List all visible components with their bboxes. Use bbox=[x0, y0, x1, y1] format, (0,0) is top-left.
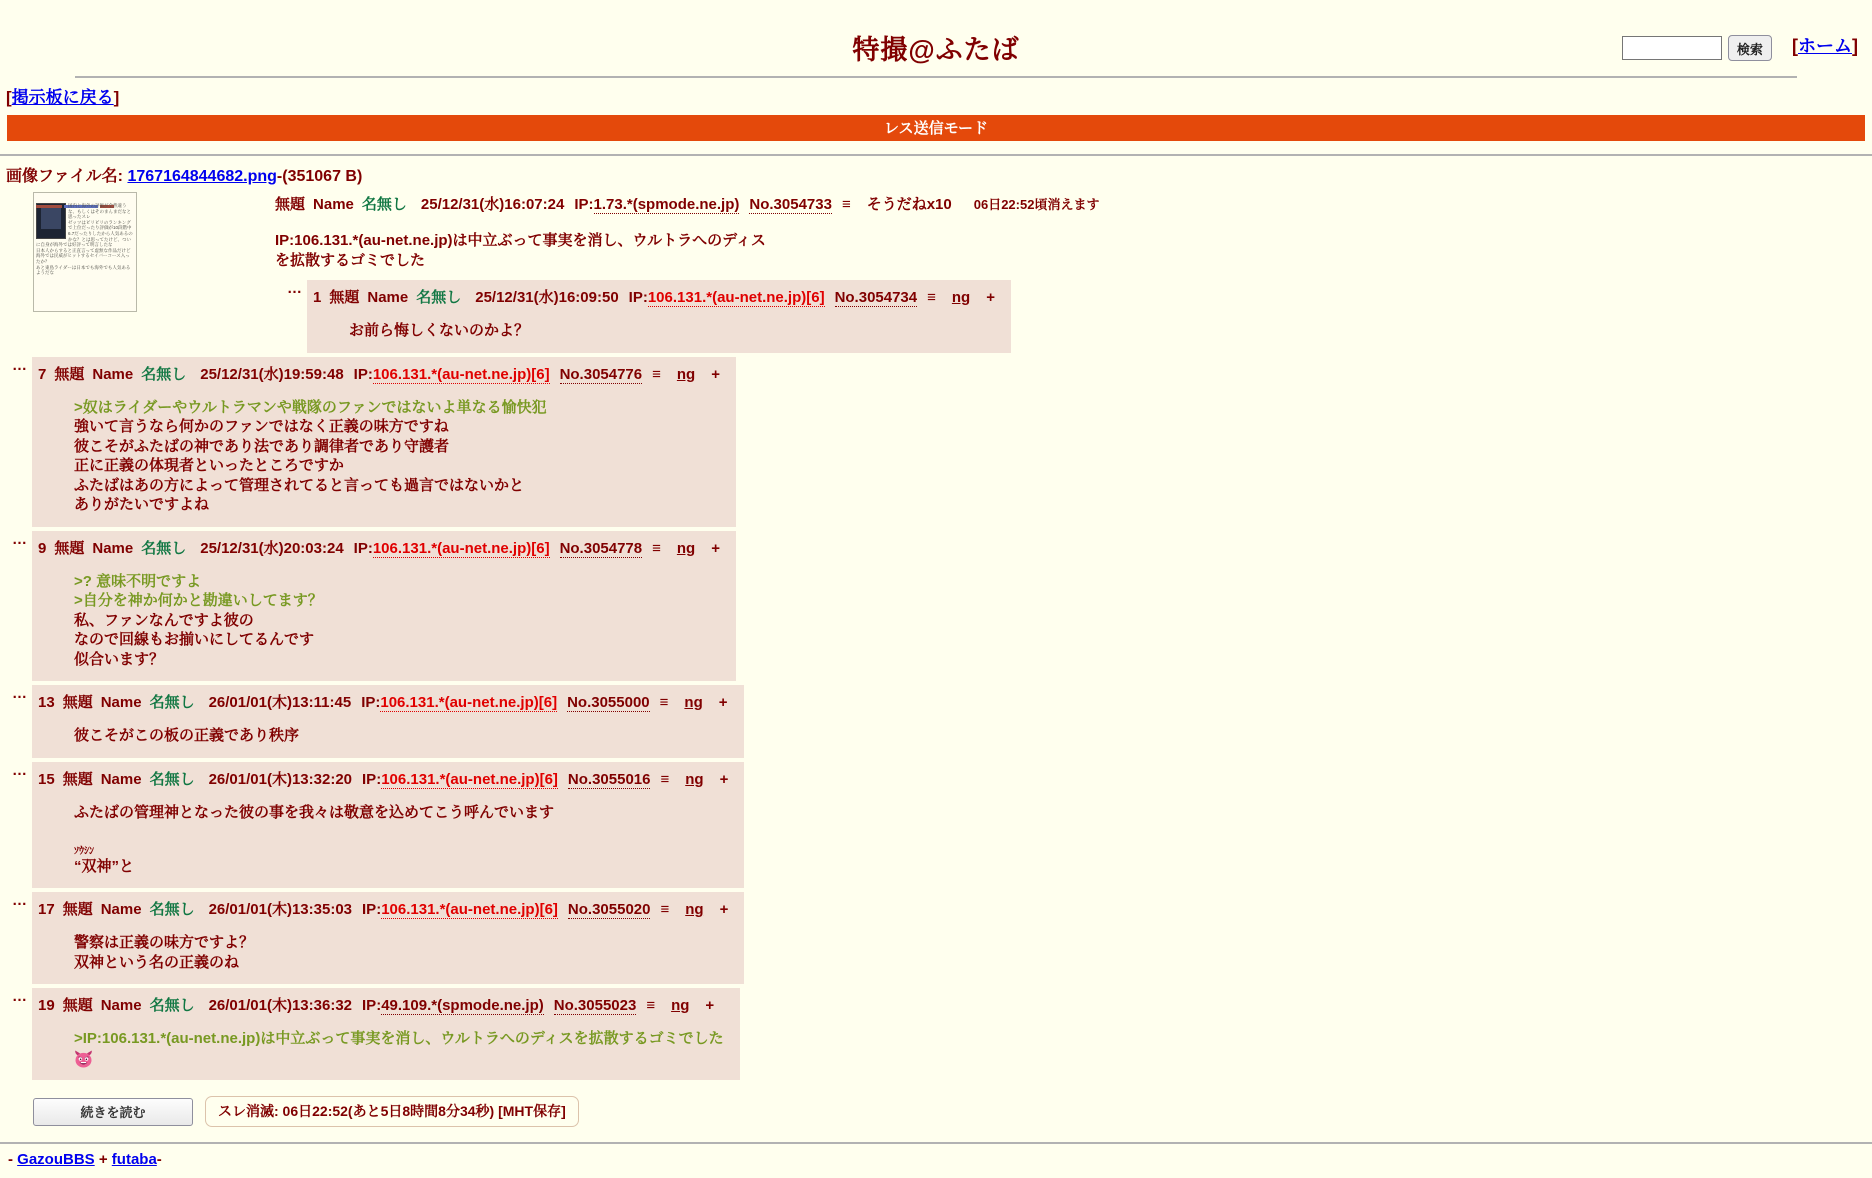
plus-button[interactable]: + bbox=[719, 770, 729, 788]
menu-icon[interactable]: ≡ bbox=[660, 770, 670, 788]
reply-post-number-link[interactable]: No.3055000 bbox=[567, 694, 650, 711]
replies-list bbox=[0, 280, 1872, 1080]
menu-icon[interactable]: ≡ bbox=[652, 365, 661, 383]
reply-subject: 無題 bbox=[62, 770, 93, 788]
reply-expand-dots[interactable]: … bbox=[12, 988, 27, 1005]
reply-body-line: 似合います？ bbox=[74, 650, 165, 668]
op-ip[interactable] bbox=[574, 196, 739, 213]
reply-ip-prefix: IP: bbox=[361, 694, 381, 711]
ng-button[interactable]: ng bbox=[671, 997, 690, 1014]
op-section bbox=[0, 189, 1872, 1080]
reply-poster-name: 名無し bbox=[149, 997, 195, 1014]
reply-datetime: 25/12/31(水)20:03:24 bbox=[200, 539, 344, 557]
search-area bbox=[1622, 32, 1858, 61]
reply-box bbox=[32, 531, 736, 682]
plus-button[interactable]: + bbox=[711, 539, 720, 557]
reply-number: 17 bbox=[38, 901, 55, 918]
ng-button[interactable]: ng bbox=[685, 770, 704, 788]
reply-ip[interactable] bbox=[354, 540, 550, 557]
reply-subject: 無題 bbox=[54, 365, 85, 383]
menu-icon[interactable]: ≡ bbox=[646, 997, 656, 1014]
ng-button[interactable]: ng bbox=[676, 539, 696, 557]
reply-number: 19 bbox=[38, 997, 55, 1014]
reply-expand-dots[interactable]: … bbox=[12, 685, 27, 702]
reply-ip[interactable] bbox=[361, 694, 557, 711]
reply-datetime: 26/01/01(木)13:36:32 bbox=[208, 997, 353, 1014]
thread bbox=[0, 163, 1872, 1127]
reply-body-line: 双神という名の正義のね bbox=[74, 953, 240, 971]
reply-post-number-link[interactable]: No.3054734 bbox=[834, 289, 918, 306]
reply-row bbox=[0, 988, 1872, 1080]
reply-post-number-link[interactable]: No.3054778 bbox=[559, 539, 643, 557]
filename-link[interactable]: 1767164844682.png bbox=[127, 168, 277, 185]
thread-expire-box bbox=[205, 1096, 579, 1127]
footer-divider bbox=[0, 1142, 1872, 1144]
home-link-wrap bbox=[1792, 36, 1858, 56]
reply-name-label: Name bbox=[100, 901, 142, 918]
home-bracket-open: [ bbox=[1792, 36, 1798, 56]
reply-number: 7 bbox=[38, 365, 47, 383]
reply-ip-value: 106.131.*(au-net.ne.jp)[6] bbox=[372, 539, 550, 557]
filename-label: 画像ファイル名: bbox=[6, 168, 124, 185]
reply-box bbox=[32, 762, 744, 889]
reply-row bbox=[0, 357, 1872, 527]
reply-poster-name: 名無し bbox=[141, 365, 187, 383]
reply-ip-prefix: IP: bbox=[353, 539, 373, 557]
site-footer bbox=[8, 1151, 1872, 1168]
thumbnail-text-line: 国内と海外の評価が全然違うな、もしくはそのまんまだなと思ったスレ bbox=[68, 203, 131, 220]
reply-body bbox=[74, 1029, 724, 1068]
thumbnail-header-marks bbox=[36, 195, 134, 202]
reply-post-number-link[interactable]: No.3055016 bbox=[567, 770, 651, 788]
mht-save-link[interactable]: [MHT保存] bbox=[498, 1103, 566, 1119]
reply-datetime: 25/12/31(水)19:59:48 bbox=[200, 365, 344, 383]
thread-controls bbox=[33, 1096, 1872, 1127]
reply-body-line: 彼こそがこの板の正義であり秩序 bbox=[74, 727, 300, 744]
reply-name-label: Name bbox=[367, 289, 409, 306]
ng-button[interactable]: ng bbox=[951, 289, 971, 306]
reply-row bbox=[0, 762, 1872, 889]
menu-icon[interactable]: ≡ bbox=[659, 694, 669, 711]
reply-body-line: お前ら悔しくないのかよ？ bbox=[349, 322, 530, 339]
devil-emoji-icon bbox=[74, 1050, 93, 1068]
title-divider bbox=[75, 76, 1797, 78]
reply-expand-dots[interactable]: … bbox=[12, 530, 27, 548]
reply-body-line bbox=[74, 822, 728, 842]
back-bracket-close: ] bbox=[113, 88, 120, 107]
reply-body-line: ありがたいですよね bbox=[74, 496, 210, 513]
reply-subject: 無題 bbox=[329, 289, 360, 306]
reply-body-line: 彼こそがふたばの神であり法であり調律者であり守護者 bbox=[74, 437, 450, 455]
filename-line bbox=[6, 163, 1872, 186]
reply-ip[interactable] bbox=[362, 901, 558, 918]
back-link-line bbox=[6, 83, 1872, 108]
reply-ip-prefix: IP: bbox=[362, 997, 382, 1014]
reply-ip[interactable] bbox=[354, 366, 550, 383]
reply-body-line: ｿｳｼﾝ bbox=[74, 845, 94, 857]
thumbnail-text-line: あと東島ライダーは日本でも海外でも人気あるようだな bbox=[36, 264, 131, 276]
reply-expand-dots[interactable]: … bbox=[12, 356, 27, 374]
reply-ip[interactable] bbox=[629, 289, 825, 306]
plus-button[interactable]: + bbox=[705, 997, 715, 1014]
reply-ip-prefix: IP: bbox=[362, 770, 382, 788]
reply-post-number-link[interactable]: No.3055020 bbox=[567, 901, 651, 918]
footer-prefix: - bbox=[8, 1151, 18, 1168]
reply-number: 1 bbox=[313, 289, 322, 306]
plus-button[interactable]: + bbox=[719, 901, 729, 918]
reply-box bbox=[32, 988, 740, 1080]
reply-row bbox=[0, 892, 1872, 984]
back-bracket-open: [ bbox=[6, 88, 12, 107]
reply-body-line: ふたばはあの方によって管理されてると言っても過言ではないかと bbox=[74, 476, 525, 494]
reply-subject: 無題 bbox=[62, 901, 93, 918]
reply-expand-dots[interactable]: … bbox=[12, 761, 27, 779]
home-bracket-close: ] bbox=[1852, 36, 1858, 56]
reply-body bbox=[74, 398, 720, 515]
reply-number: 15 bbox=[38, 770, 55, 788]
reply-datetime: 26/01/01(木)13:11:45 bbox=[208, 694, 352, 711]
op-thumbnail-image[interactable] bbox=[33, 192, 137, 312]
reply-body bbox=[74, 572, 720, 670]
reply-ip-value: 106.131.*(au-net.ne.jp)[6] bbox=[372, 365, 550, 383]
plus-button[interactable]: + bbox=[718, 694, 728, 711]
reply-row bbox=[0, 531, 1872, 682]
reply-ip-prefix: IP: bbox=[628, 289, 648, 306]
plus-button[interactable]: + bbox=[986, 289, 995, 306]
footer-suffix: - bbox=[156, 1151, 162, 1168]
menu-icon[interactable]: ≡ bbox=[652, 539, 661, 557]
back-to-board-link[interactable]: 掲示板に戻る bbox=[11, 88, 114, 107]
reply-name-label: Name bbox=[100, 997, 142, 1014]
reply-ip[interactable] bbox=[362, 997, 544, 1014]
reply-poster-name: 名無し bbox=[141, 539, 187, 557]
reply-row bbox=[0, 280, 1872, 353]
reply-body bbox=[74, 726, 728, 746]
op-ip-prefix: IP: bbox=[574, 196, 594, 213]
reply-name-label: Name bbox=[100, 694, 142, 711]
top-bar bbox=[0, 0, 1872, 67]
futaba-link[interactable]: futaba bbox=[111, 1151, 157, 1168]
reply-subject: 無題 bbox=[54, 539, 85, 557]
thread-expire-text: スレ消滅: 06日22:52(あと5日8時間8分34秒) bbox=[218, 1103, 499, 1119]
reply-box bbox=[307, 280, 1011, 353]
continue-reading-button[interactable]: 続きを読む bbox=[33, 1098, 193, 1126]
reply-poster-name: 名無し bbox=[416, 289, 462, 306]
thumbnail-inner-image bbox=[36, 203, 66, 239]
reply-box bbox=[32, 685, 744, 758]
reply-mode-bar: レス送信モード bbox=[7, 115, 1865, 141]
reply-body-line: なので回線もお揃いにしてるんです bbox=[74, 631, 315, 648]
reply-ip-value: 106.131.*(au-net.ne.jp)[6] bbox=[380, 694, 558, 711]
search-button[interactable]: 検索 bbox=[1728, 35, 1772, 61]
reply-datetime: 26/01/01(木)13:32:20 bbox=[208, 770, 353, 788]
reply-body-line: >IP:106.131.*(au-net.ne.jp)は中立ぶって事実を消し、ウルトラへのディスを拡散するゴミでした bbox=[74, 1030, 724, 1047]
reply-poster-name: 名無し bbox=[149, 770, 195, 788]
reply-body-line: 正に正義の体現者といったところですか bbox=[74, 457, 344, 474]
reply-body bbox=[74, 803, 728, 877]
plus-button[interactable]: + bbox=[711, 365, 720, 383]
page-title: 特撮@ふたば bbox=[852, 35, 1020, 65]
menu-icon[interactable]: ≡ bbox=[660, 901, 670, 918]
op-header bbox=[0, 189, 1872, 214]
reply-ip-prefix: IP: bbox=[362, 901, 382, 918]
thumbnail-text-line: 日本人からすると正直言って虚無な作品だけど海外では民威がヒットするセイバーコース入ったか？ bbox=[36, 247, 131, 264]
reply-body-line: “双神”と bbox=[74, 857, 135, 875]
reply-box bbox=[32, 357, 736, 527]
reply-ip-value: 106.131.*(au-net.ne.jp)[6] bbox=[381, 901, 558, 918]
op-subject: 無題 bbox=[275, 196, 306, 213]
reply-body-line: 私、ファンなんですよ彼の bbox=[74, 611, 254, 629]
reply-datetime: 25/12/31(水)16:09:50 bbox=[475, 289, 619, 306]
reply-name-label: Name bbox=[92, 365, 134, 383]
reply-row bbox=[0, 685, 1872, 758]
op-datetime: 25/12/31(水)16:07:24 bbox=[420, 196, 565, 213]
reply-box bbox=[32, 892, 744, 984]
menu-icon[interactable]: ≡ bbox=[841, 196, 851, 213]
reply-name-label: Name bbox=[92, 539, 134, 557]
reply-post-number-link[interactable]: No.3054776 bbox=[559, 365, 643, 383]
reply-number: 9 bbox=[38, 539, 47, 557]
op-body-line: IP:106.131.*(au-net.ne.jp)は中立ぶって事実を消し、ウルトラへのディス bbox=[275, 232, 766, 249]
soudane-counter[interactable]: そうだねx10 bbox=[866, 196, 952, 213]
search-input[interactable] bbox=[1622, 36, 1722, 60]
reply-body-line bbox=[74, 1049, 724, 1069]
reply-poster-name: 名無し bbox=[149, 901, 195, 918]
reply-expand-dots[interactable]: … bbox=[12, 892, 27, 909]
thumbnail-text-line: ゼッツはビリビリのランキングで上位だったり評価が10段階中6.7だったりしたから人気あるのかな？とは思ってたけど、ついに自身が海外では好評って明言したな bbox=[36, 219, 133, 248]
op-name-label: Name bbox=[313, 196, 354, 213]
reply-expand-dots[interactable]: … bbox=[287, 280, 302, 297]
reply-subject: 無題 bbox=[62, 997, 93, 1014]
op-body-line: を拡散するゴミでした bbox=[275, 251, 426, 269]
op-expire-note: 06日22:52頃消えます bbox=[973, 197, 1100, 212]
reply-body bbox=[349, 321, 995, 341]
gazoubbs-link[interactable]: GazouBBS bbox=[17, 1151, 95, 1168]
reply-ip-value: 106.131.*(au-net.ne.jp)[6] bbox=[381, 770, 558, 788]
reply-ip-value: 106.131.*(au-net.ne.jp)[6] bbox=[647, 289, 825, 306]
mode-bar-divider bbox=[0, 154, 1872, 156]
reply-ip-prefix: IP: bbox=[353, 365, 373, 383]
home-link[interactable]: ホーム bbox=[1798, 36, 1852, 56]
ng-button[interactable]: ng bbox=[684, 694, 703, 711]
filesize: -(351067 B) bbox=[276, 168, 363, 185]
reply-body-line: >? 意味不明ですよ bbox=[74, 572, 202, 590]
reply-body-line: ふたばの管理神となった彼の事を我々は敬意を込めてこう呼んでいます bbox=[74, 803, 555, 821]
reply-body bbox=[74, 933, 728, 972]
reply-number: 13 bbox=[38, 694, 55, 711]
reply-name-label: Name bbox=[100, 770, 142, 788]
reply-subject: 無題 bbox=[62, 694, 93, 711]
op-post-number-link[interactable]: No.3054733 bbox=[749, 196, 832, 213]
ng-button[interactable]: ng bbox=[685, 901, 704, 918]
reply-body-line: >奴はライダーやウルトラマンや戦隊のファンではないよ単なる愉快犯 bbox=[74, 398, 547, 416]
ng-button[interactable]: ng bbox=[676, 365, 696, 383]
op-poster-name: 名無し bbox=[361, 196, 407, 213]
footer-separator: + bbox=[94, 1151, 112, 1168]
op-ip-value: 1.73.*(spmode.ne.jp) bbox=[593, 196, 740, 213]
reply-ip[interactable] bbox=[362, 771, 558, 788]
reply-body-line: 強いて言うなら何かのファンではなく正義の味方ですね bbox=[74, 418, 449, 435]
op-body bbox=[12, 231, 1872, 270]
reply-datetime: 26/01/01(木)13:35:03 bbox=[208, 901, 353, 918]
menu-icon[interactable]: ≡ bbox=[927, 289, 936, 306]
reply-body-line: >自分を神か何かと勘違いしてます？ bbox=[74, 592, 323, 609]
reply-post-number-link[interactable]: No.3055023 bbox=[553, 997, 637, 1014]
reply-body-line: 警察は正義の味方ですよ？ bbox=[74, 934, 255, 951]
reply-poster-name: 名無し bbox=[149, 694, 195, 711]
reply-ip-value: 49.109.*(spmode.ne.jp) bbox=[381, 997, 544, 1014]
